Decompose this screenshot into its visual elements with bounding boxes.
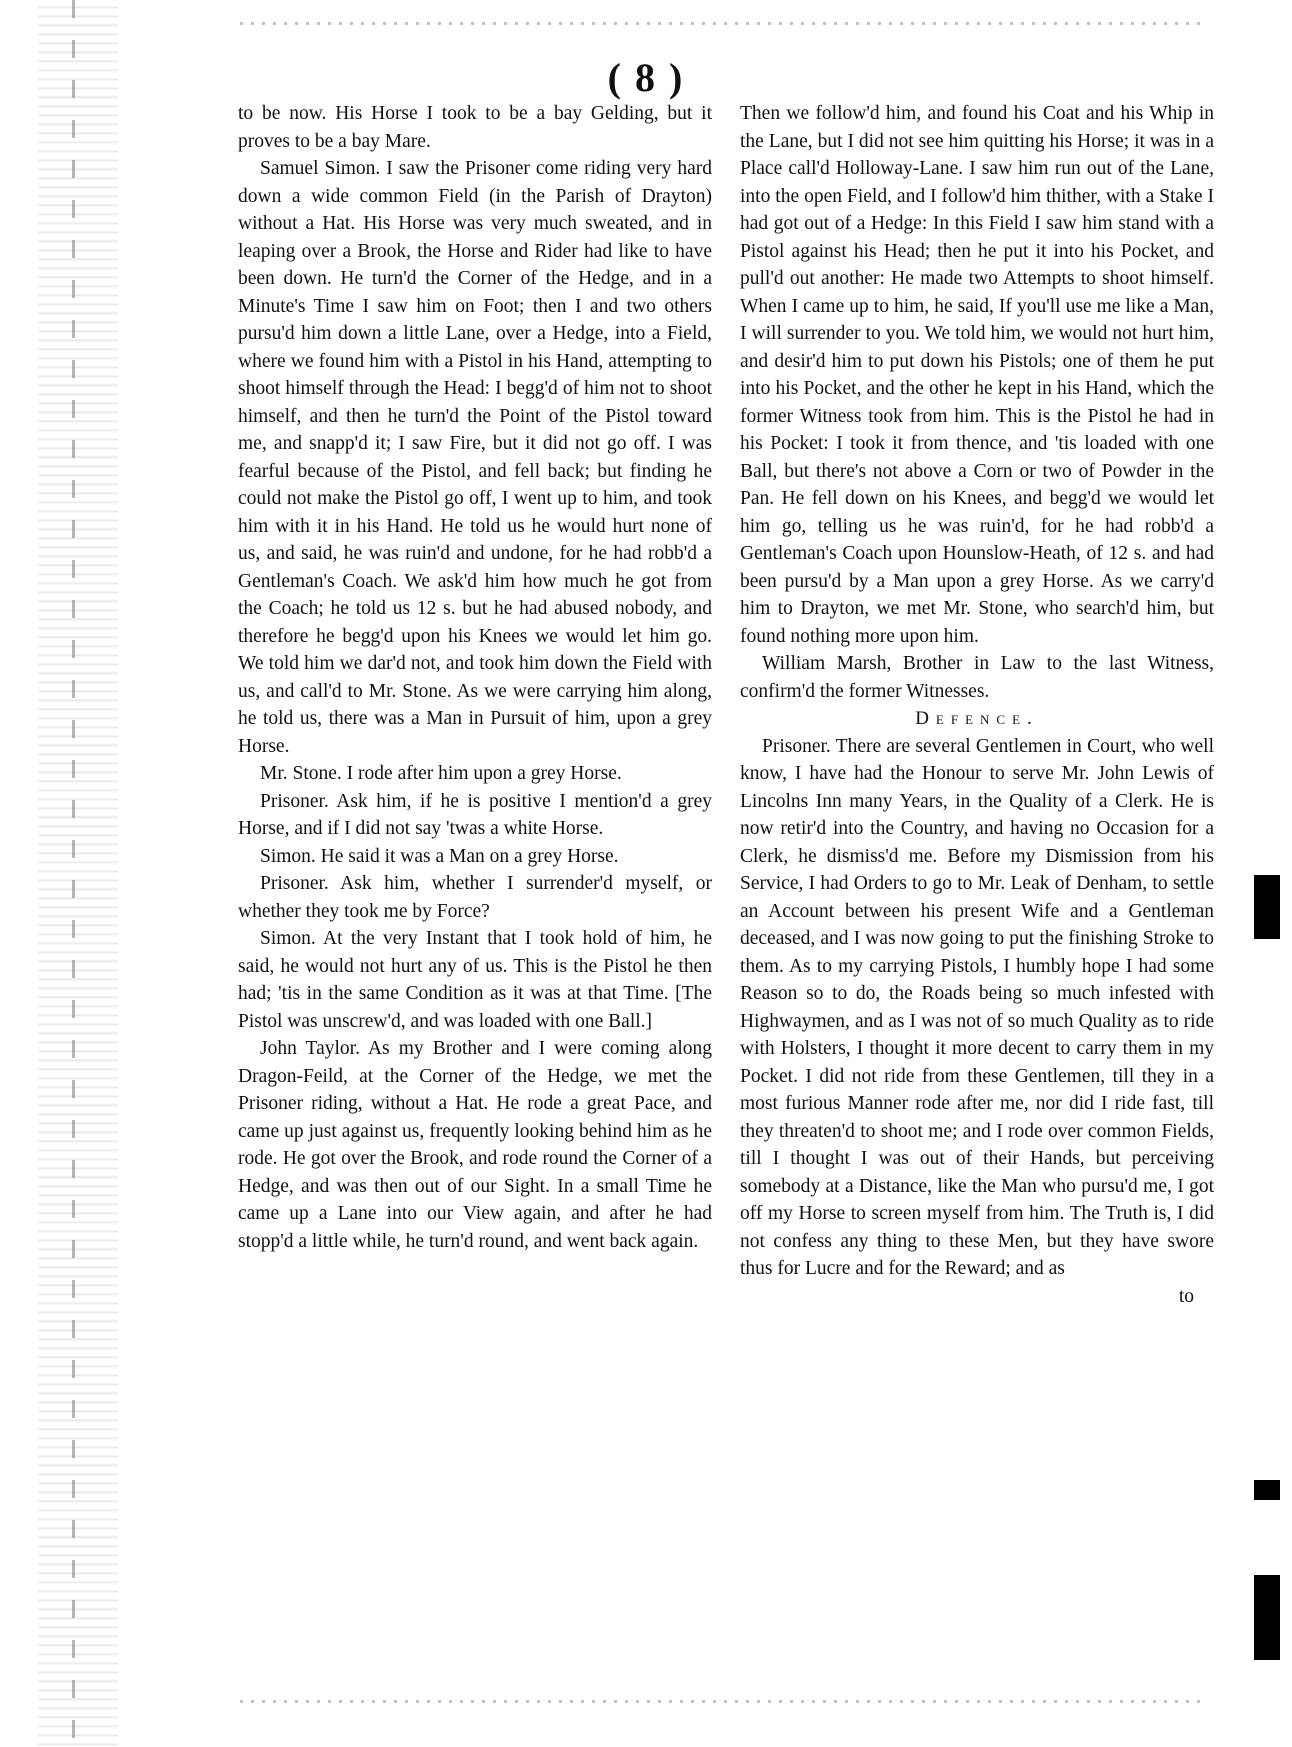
scan-margin-mark <box>1254 875 1280 939</box>
left-column <box>238 100 712 1255</box>
right-column <box>740 100 1214 1310</box>
section-heading: Defence. <box>915 708 1039 729</box>
paragraph: Simon. At the very Instant that I took hold of him, he said, he would not hurt any of us. This is the Pistol he then had; 'tis in the same Condition as it was at that Time. [The Pistol was unscrew'd, and was loaded with one Ball.] <box>238 928 712 1032</box>
binding-edge-shadow <box>38 0 118 1747</box>
paragraph: Then we follow'd him, and found his Coat and his Whip in the Lane, but I did not see him quitting his Horse; it was in a Place call'd Holloway-Lane. I saw him run out of the Lane, into the open Field, and I follow'd him thither, with a Stake I had got out of a Hedge: In this Field I saw him stand with a Pistol against his Head; then he put it into his Pocket, and pull'd out another: He made two Attempts to shoot himself. When I came up to him, he said, If you'll use me like a Man, I will surrender to you. We told him, we would not hurt him, and desir'd him to put down his Pistols; one of them he put into his Pocket, and the other he kept in his Hand, which the former Witness took from him. This is the Pistol he had in his Pocket: I took it from thence, and 'tis loaded with one Ball, but there's not above a Corn or two of Powder in the Pan. He fell down on his Knees, and begg'd we would let him go, telling us he was ruin'd, for he had robb'd a Gentleman's Coach upon Hounslow-Heath, of 12 s. and had been pursu'd by a Man upon a grey Horse. As we carry'd him to Drayton, we met Mr. Stone, who search'd him, but found nothing more upon him. <box>740 103 1214 647</box>
bottom-scan-noise <box>240 1700 1200 1703</box>
paragraph: Samuel Simon. I saw the Prisoner come riding very hard down a wide common Field (in the Parish of Drayton) without a Hat. His Horse was very much sweated, and in leaping over a Brook, the Horse and Rider had like to have been down. He turn'd the Corner of the Hedge, and in a Minute's Time I saw him on Foot; then I and two others pursu'd him down a little Lane, over a Hedge, into a Field, where we found him with a Pistol in his Hand, attempting to shoot himself through the Head: I begg'd of him not to shoot himself, and then he turn'd the Point of the Pistol toward me, and snapp'd it; I saw Fire, but it did not go off. I was fearful because of the Pistol, and fell back; but finding he could not make the Pistol go off, I went up to him, and took him with it in his Hand. He told us he would hurt none of us, and said, he was ruin'd and undone, for he had robb'd a Gentleman's Coach. We ask'd him how much he got from the Coach; he told us 12 s. but he had abused nobody, and therefore he begg'd upon his Knees we would let him go. We told him we dar'd not, and took him down the Field with us, and call'd to Mr. Stone. As we were carrying him along, he told us, there was a Man in Pursuit of him, upon a grey Horse. <box>238 158 712 757</box>
paragraph: William Marsh, Brother in Law to the last Witness, confirm'd the former Witnesses. <box>740 653 1214 702</box>
catchword: to <box>1178 1285 1194 1307</box>
paragraph: Prisoner. There are several Gentlemen in Court, who well know, I have had the Honour to serve Mr. John Lewis of Lincolns Inn many Years, in the Quality of a Clerk. He is now retir'd into the Country, and having no Occasion for a Clerk, he dismiss'd me. Before my Dismission from his Service, I had Orders to go to Mr. Leak of Denham, to settle an Account between his present Wife and a Gentleman deceased, and I was now going to put the finishing Stroke to them. As to my carrying Pistols, I humbly hope I had some Reason so to do, the Roads being so much infested with Highwaymen, and as I was not of so much Quality as to ride with Holsters, I thought it more decent to carry them in my Pocket. I did not ride from these Gentlemen, till they in a most furious Manner rode after me, nor did I ride fast, till they threaten'd to shoot me; and I rode over common Fields, till I thought I was out of their Hands, but perceiving somebody at a Distance, like the Man who pursu'd me, I got off my Horse to screen myself from him. The Truth is, I did not confess any thing to these Men, but they have swore thus for Lucre and for the Reward; and as <box>740 735 1214 1279</box>
top-scan-noise <box>240 22 1200 25</box>
paragraph: Simon. He said it was a Man on a grey Horse. <box>260 845 619 867</box>
paragraph: Mr. Stone. I rode after him upon a grey Horse. <box>260 763 622 784</box>
paragraph: John Taylor. As my Brother and I were coming along Dragon-Feild, at the Corner of the Hedge, we met the Prisoner riding, without a Hat. He rode a great Pace, and came up just against us, frequently looking behind him as he rode. He got over the Brook, and rode round the Corner of a Hedge, and was then out of our Sight. In a small Time he came up a Lane into our View again, and after he had stopp'd a little while, he turn'd round, and went back again. <box>238 1038 712 1252</box>
paragraph: Prisoner. Ask him, whether I surrender'd myself, or whether they took me by Force? <box>238 873 712 922</box>
scan-margin-mark <box>1254 1575 1280 1660</box>
page-number: ( 8 ) <box>607 55 685 100</box>
paragraph: to be now. His Horse I took to be a bay Gelding, but it proves to be a bay Mare. <box>238 103 712 152</box>
paragraph: Prisoner. Ask him, if he is positive I mention'd a grey Horse, and if I did not say 'twas a white Horse. <box>238 790 712 839</box>
scan-margin-mark <box>1254 1480 1280 1500</box>
